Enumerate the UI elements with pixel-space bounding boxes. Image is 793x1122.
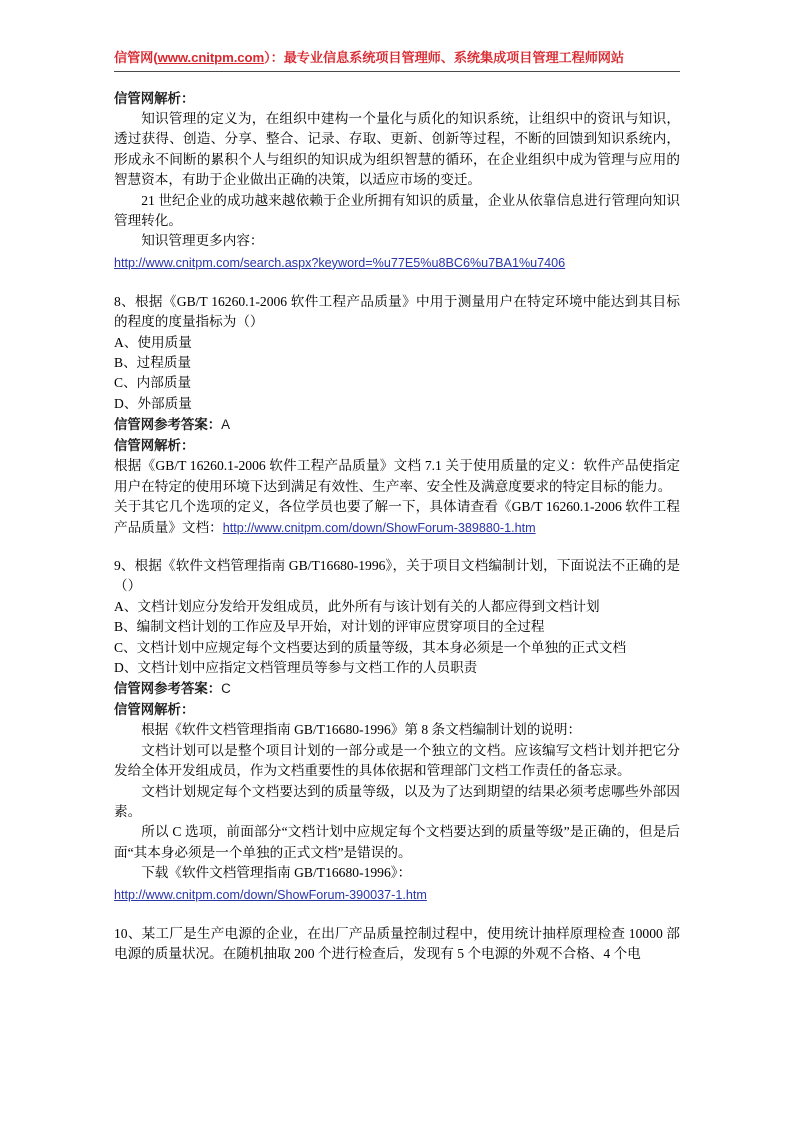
question-8-option-a[interactable]: A、使用质量 <box>114 334 192 350</box>
question-9-option-a[interactable]: A、文档计划应分发给开发组成员，此外所有与该计划有关的人都应得到文档计划 <box>114 598 600 614</box>
question-9-analysis-heading: 信管网解析： <box>114 702 195 718</box>
question-8-analysis-paragraph-2 <box>114 497 680 538</box>
question-9-download-link-line <box>114 884 680 906</box>
question-9-analysis-paragraph-1: 根据《软件文档管理指南 GB/T16680-1996》第 8 条文档编制计划的说明： <box>141 722 582 738</box>
question-8-answer-label: 信管网参考答案： <box>114 417 222 433</box>
question-8-analysis-heading: 信管网解析： <box>114 438 195 454</box>
analysis-top-paragraph-1: 知识管理的定义为，在组织中建构一个量化与质化的知识系统，让组织中的资讯与知识，透过获得、创造、分享、整合、记录、存取、更新、创新等过程，不断的回馈到知识系统内，形成永不间断的累积个人与组织的知识成为组织智慧的循环，在企业组织中成为管理与应用的智慧资本，有助于企业做出正确的决策，以适应市场的变迁。 <box>114 111 680 188</box>
question-10-stem: 10、某工厂是生产电源的企业，在出厂产品质量控制过程中，使用统计抽样原理检查 10000 部电源的质量状况。在随机抽取 200 个进行检查后，发现有 5 个电源的外观不合格、4 个电 <box>114 925 680 961</box>
question-9-stem: 9、根据《软件文档管理指南 GB/T16680-1996》，关于项目文档编制计划，下面说法不正确的是（） <box>114 557 680 594</box>
question-8-answer-value: A <box>221 417 231 433</box>
question-9-analysis-paragraph-2: 文档计划可以是整个项目计划的一部分或是一个独立的文档。应该编写文档计划并把它分发给全体开发组成员，作为文档重要性的具体依据和管理部门文档工作责任的备忘录。 <box>114 742 680 779</box>
header-divider <box>114 71 680 72</box>
question-9-analysis-paragraph-4: 所以 C 选项，前面部分“文档计划中应规定每个文档要达到的质量等级”是正确的，但是后面“其本身必须是一个单独的正式文档”是错误的。 <box>114 824 680 860</box>
question-10-block <box>114 924 680 965</box>
question-8-stem: 8、根据《GB/T 16260.1-2006 软件工程产品质量》中用于测量用户在特定环境中能达到其目标的程度的度量指标为（） <box>114 293 680 330</box>
site-header <box>114 48 680 71</box>
question-8-option-d[interactable]: D、外部质量 <box>114 395 192 411</box>
gbt16260-download-link[interactable]: http://www.cnitpm.com/down/ShowForum-389880-1.htm <box>222 520 536 535</box>
analysis-top-more-label: 知识管理更多内容： <box>141 233 264 249</box>
question-9-answer-value: C <box>221 681 231 697</box>
question-8-block <box>114 292 680 538</box>
question-8-analysis-text: 关于其它几个选项的定义，各位学员也要了解一下，具体请查看《GB/T 16260.1-2006 软件工程产品质量》文档： <box>114 499 680 535</box>
question-8-option-b[interactable]: B、过程质量 <box>114 355 192 371</box>
question-9-download-label: 下载《软件文档管理指南 GB/T16680-1996》： <box>141 865 412 881</box>
site-header-url[interactable]: www.cnitpm.com <box>157 50 265 65</box>
analysis-top-link-line <box>114 252 680 274</box>
question-8-answer-line <box>114 414 680 435</box>
question-8-option-c[interactable]: C、内部质量 <box>114 375 192 391</box>
question-9-option-d[interactable]: D、文档计划中应指定文档管理员等参与文档工作的人员职责 <box>114 659 478 675</box>
document-content <box>114 88 680 964</box>
knowledge-search-link[interactable]: http://www.cnitpm.com/search.aspx?keyword=%u77E5%u8BC6%u7BA1%u7406 <box>114 255 566 270</box>
analysis-heading-top: 信管网解析： <box>114 91 195 106</box>
question-9-answer-label: 信管网参考答案： <box>114 681 222 697</box>
question-9-option-c[interactable]: C、文档计划中应规定每个文档要达到的质量等级，其本身必须是一个单独的正式文档 <box>114 639 627 655</box>
site-header-prefix: 信管网( <box>114 50 158 65</box>
gbt16680-download-link[interactable]: http://www.cnitpm.com/down/ShowForum-390037-1.htm <box>114 887 427 902</box>
analysis-top-paragraph-2: 21 世纪企业的成功越来越依赖于企业所拥有知识的质量，企业从依靠信息进行管理向知识管理转化。 <box>114 192 680 229</box>
question-8-analysis-paragraph-1: 根据《GB/T 16260.1-2006 软件工程产品质量》文档 7.1 关于使用质量的定义：软件产品使指定用户在特定的使用环境下达到满足有效性、生产率、安全性及满意度要求的特定目标的能力。 <box>114 458 680 494</box>
site-header-suffix: ）：最专业信息系统项目管理师、系统集成项目管理工程师网站 <box>264 50 624 65</box>
question-9-answer-line <box>114 678 680 699</box>
question-9-option-b[interactable]: B、编制文档计划的工作应及早开始，对计划的评审应贯穿项目的全过程 <box>114 619 545 635</box>
question-9-analysis-paragraph-3: 文档计划规定每个文档要达到的质量等级，以及为了达到期望的结果必须考虑哪些外部因素。 <box>114 783 680 819</box>
question-9-block <box>114 556 680 906</box>
